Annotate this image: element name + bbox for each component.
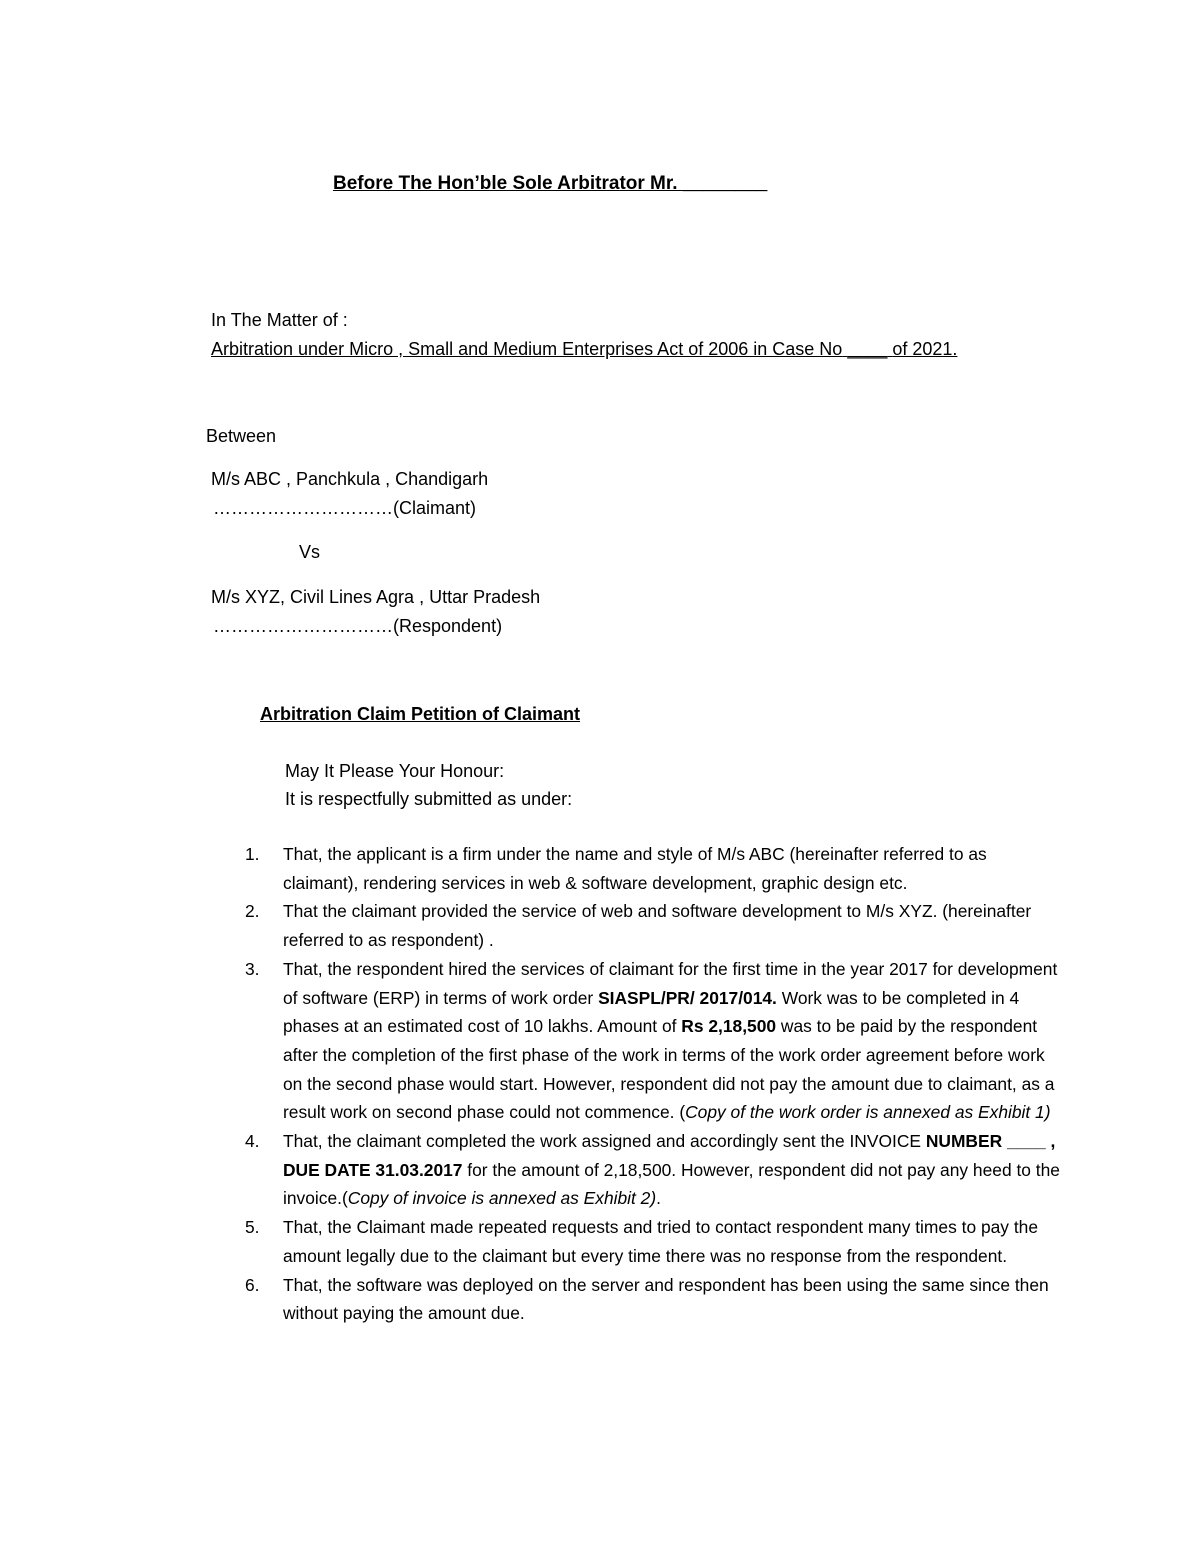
between-label: Between bbox=[206, 426, 277, 446]
claim-point-1 bbox=[215, 840, 1065, 897]
case-year: of 2021. bbox=[892, 339, 958, 359]
exhibit-note: Copy of invoice is annexed as Exhibit 2) bbox=[347, 1188, 657, 1209]
point-number: 4. bbox=[245, 1131, 260, 1152]
point-number: 2. bbox=[245, 901, 260, 922]
document-title bbox=[333, 170, 767, 198]
claim-points-list bbox=[215, 840, 1065, 1328]
case-prefix: Arbitration under Micro , Small and Medium Enterprises Act of 2006 in Case No bbox=[211, 339, 843, 359]
versus-label: Vs bbox=[299, 542, 321, 562]
point-text: That, the respondent hired the services of claimant for the first time in the year 2017 for development of software (ERP) in terms of work order bbox=[283, 958, 1058, 1008]
case-number-blank: ____ bbox=[847, 339, 888, 359]
title-text: Before The Hon’ble Sole Arbitrator Mr. bbox=[333, 173, 678, 194]
point-text: was to be paid by the respondent after the completion of the first phase of the work in terms of the work order agreement before work on the second phase would start. However, respondent did not pay the amount due to claimant, as a result work on second phase could not commence. ( bbox=[283, 1016, 1055, 1123]
claimant-role: …………………………(Claimant) bbox=[213, 498, 477, 518]
point-text: Work was to be completed in 4 phases at an estimated cost of 10 lakhs. Amount of bbox=[283, 987, 1020, 1037]
claim-point-2 bbox=[215, 897, 1065, 954]
point-text: That the claimant provided the service of web and software development to M/s XYZ. (hereinafter referred to as respondent) . bbox=[283, 901, 1032, 951]
claimant-name: M/s ABC , Panchkula , Chandigarh bbox=[211, 469, 489, 489]
invoice-details: NUMBER ____ , DUE DATE 31.03.2017 bbox=[283, 1131, 1056, 1180]
point-text: That, the claimant completed the work assigned and accordingly sent the INVOICE bbox=[283, 1131, 926, 1152]
amount-due: Rs 2,18,500 bbox=[681, 1016, 777, 1037]
respondent-role: …………………………(Respondent) bbox=[213, 616, 503, 636]
matter-label: In The Matter of : bbox=[211, 310, 348, 330]
claim-point-6 bbox=[215, 1271, 1065, 1328]
point-text: That, the Claimant made repeated requests and tried to contact respondent many times to pay the amount legally due to the claimant but every time there was no response from the respondent. bbox=[283, 1217, 1038, 1266]
point-number: 5. bbox=[245, 1217, 260, 1238]
case-title bbox=[211, 335, 957, 363]
point-number: 3. bbox=[245, 958, 260, 979]
claim-point-5 bbox=[215, 1213, 1065, 1270]
point-text: for the amount of 2,18,500. However, respondent did not pay any heed to the invoice.( bbox=[283, 1159, 1060, 1209]
point-text: That, the applicant is a firm under the name and style of M/s ABC (hereinafter referred to as claimant), rendering services in web & software development, graphic design etc. bbox=[283, 844, 987, 893]
claim-point-3 bbox=[215, 955, 1065, 1127]
petition-heading: Arbitration Claim Petition of Claimant bbox=[260, 704, 581, 724]
claim-point-4 bbox=[215, 1127, 1065, 1213]
point-text: . bbox=[656, 1188, 661, 1209]
point-number: 1. bbox=[245, 844, 260, 864]
respondent-name: M/s XYZ, Civil Lines Agra , Uttar Pradesh bbox=[211, 587, 541, 607]
point-number: 6. bbox=[245, 1274, 260, 1295]
petition-intro: It is respectfully submitted as under: bbox=[285, 789, 573, 809]
petition-greeting: May It Please Your Honour: bbox=[285, 761, 505, 781]
point-text: That, the software was deployed on the server and respondent has been using the same since then without paying the amount due. bbox=[283, 1274, 1049, 1324]
exhibit-note: Copy of the work order is annexed as Exhibit 1) bbox=[685, 1102, 1051, 1123]
work-order-number: SIASPL/PR/ 2017/014. bbox=[598, 987, 777, 1008]
arbitrator-name-blank: ________ bbox=[682, 173, 768, 194]
